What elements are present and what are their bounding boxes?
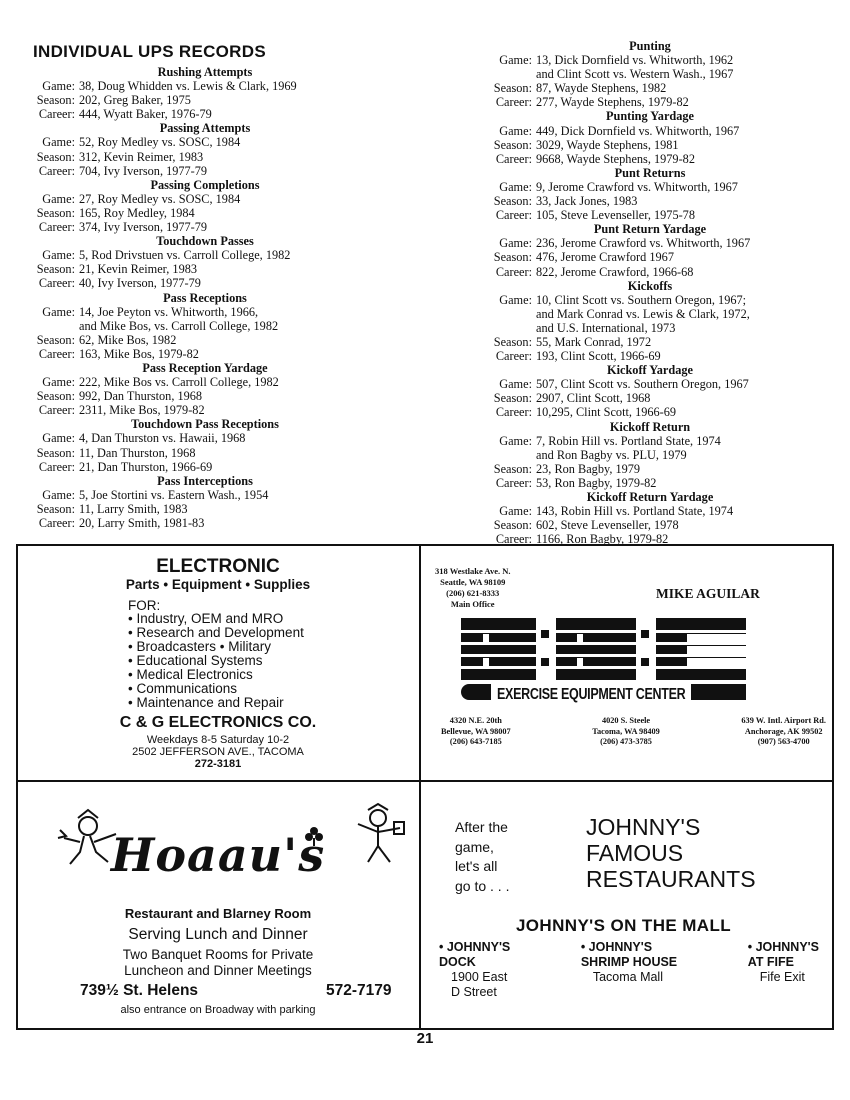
- record-value: 11, Larry Smith, 1983: [79, 501, 188, 516]
- record-row: [480, 180, 800, 194]
- record-value: 992, Dan Thurston, 1968: [79, 389, 203, 404]
- section-heading: Kickoff Yardage: [607, 363, 693, 378]
- hooans-line2: Two Banquet Rooms for Private: [122, 947, 314, 962]
- record-value: 3029, Wayde Stephens, 1981: [536, 137, 679, 152]
- record-value: 449, Dick Dornfield vs. Whitworth, 1967: [536, 123, 740, 138]
- section-heading: Punting Yardage: [605, 109, 695, 124]
- eec-location-line: (907) 563-4700: [757, 737, 810, 746]
- johnnys-location-name: DOCK: [439, 955, 476, 969]
- eec-location: [592, 716, 660, 748]
- record-row: [480, 307, 800, 321]
- record-label: Season:: [36, 93, 75, 108]
- hooans-line1: Serving Lunch and Dinner: [128, 926, 308, 943]
- eec-location-line: 4020 S. Steele: [601, 716, 651, 725]
- electronic-list-item: • Broadcasters • Military: [128, 639, 271, 654]
- record-label: Career:: [495, 151, 532, 166]
- record-value: 23, Ron Bagby, 1979: [536, 461, 641, 476]
- record-row: [30, 276, 380, 290]
- section-heading: Punting: [629, 39, 671, 53]
- eec-main-address-line: (206) 621-8333: [446, 588, 500, 598]
- eec-locations: [441, 716, 826, 748]
- record-label: Game:: [499, 123, 532, 138]
- record-value: 21, Dan Thurston, 1966-69: [79, 459, 213, 474]
- record-value: 53, Ron Bagby, 1979-82: [536, 475, 657, 490]
- record-row: [480, 462, 800, 476]
- eec-banner-text: EXERCISE EQUIPMENT CENTER: [491, 684, 691, 704]
- record-row: [30, 403, 380, 417]
- record-label: Career:: [38, 346, 75, 361]
- record-value: 5, Rod Drivstuen vs. Carroll College, 1982: [79, 248, 291, 263]
- record-label: [480, 321, 536, 335]
- johnnys-intro-line: let's all: [455, 858, 498, 874]
- record-row: [480, 236, 800, 250]
- record-label: Game:: [42, 135, 75, 150]
- electronic-list-item: • Research and Development: [128, 625, 304, 640]
- eec-logo: [461, 618, 746, 680]
- record-label: Game:: [499, 433, 532, 448]
- record-label: Game:: [42, 431, 75, 446]
- record-row: [30, 389, 380, 403]
- record-label: Career:: [38, 220, 75, 235]
- record-label: Career:: [495, 475, 532, 490]
- record-label: Season:: [493, 137, 532, 152]
- record-label: Game:: [42, 304, 75, 319]
- record-label: Game:: [42, 487, 75, 502]
- record-row: [480, 518, 800, 532]
- record-row: [480, 405, 800, 419]
- ad-johnnys-restaurants: [421, 782, 832, 1028]
- record-label: [480, 448, 536, 462]
- record-value: 14, Joe Peyton vs. Whitworth, 1966,: [79, 304, 259, 319]
- eec-location-line: (206) 473-3785: [600, 737, 652, 746]
- eec-location: [741, 716, 826, 748]
- johnnys-location-name: • JOHNNY'S: [747, 940, 819, 954]
- record-row: [480, 504, 800, 518]
- record-label: Career:: [38, 163, 75, 178]
- record-row: [30, 135, 380, 149]
- hooans-logo: Hoaau's: [110, 828, 326, 882]
- johnnys-name-line: FAMOUS: [586, 840, 684, 866]
- record-value: 20, Larry Smith, 1981-83: [79, 516, 205, 530]
- record-label: Career:: [38, 459, 75, 474]
- eec-location-line: 639 W. Intl. Airport Rd.: [741, 716, 826, 725]
- eec-location: [441, 716, 511, 748]
- record-value: 374, Ivy Iverson, 1977-79: [79, 220, 208, 235]
- record-row: [30, 248, 380, 262]
- record-value: 38, Doug Whidden vs. Lewis & Clark, 1969: [79, 79, 297, 94]
- eec-location-line: Bellevue, WA 98007: [441, 726, 511, 736]
- johnnys-location: [439, 940, 510, 1000]
- record-value: 10, Clint Scott vs. Southern Oregon, 1967;: [536, 292, 747, 307]
- record-value: 1166, Ron Bagby, 1979-82: [536, 532, 669, 547]
- eec-main-address-line: Seattle, WA 98109: [440, 577, 506, 587]
- record-row: [30, 262, 380, 276]
- record-label: Game:: [499, 377, 532, 392]
- electronic-list-item: • Communications: [128, 681, 238, 696]
- ad-electronic: [18, 546, 421, 782]
- johnnys-location-name: SHRIMP HOUSE: [580, 955, 678, 969]
- johnnys-locations: [439, 940, 819, 1000]
- record-row: [30, 431, 380, 445]
- record-value: 87, Wayde Stephens, 1982: [536, 81, 667, 96]
- section-heading: Punt Return Yardage: [593, 222, 707, 237]
- record-value: and Clint Scott vs. Western Wash., 1967: [536, 67, 734, 82]
- record-value: 822, Jerome Crawford, 1966-68: [536, 264, 694, 279]
- record-value: 2907, Clint Scott, 1968: [536, 391, 651, 406]
- record-row: [480, 335, 800, 349]
- record-row: [480, 293, 800, 307]
- section-heading: Kickoff Return Yardage: [586, 490, 714, 504]
- record-row: [480, 434, 800, 448]
- section-heading: Touchdown Pass Receptions: [131, 417, 279, 432]
- record-value: 202, Greg Baker, 1975: [79, 93, 191, 108]
- section-heading: Kickoff Return: [609, 419, 691, 434]
- record-label: Career:: [495, 349, 532, 364]
- johnnys-name: [586, 814, 756, 892]
- johnnys-intro-line: game,: [455, 838, 494, 855]
- section-heading: Rushing Attempts: [157, 65, 253, 79]
- record-row: [30, 375, 380, 389]
- record-row: [480, 349, 800, 363]
- record-label: Career:: [38, 403, 75, 418]
- eec-main-address-line: 318 Westlake Ave. N.: [435, 566, 511, 576]
- record-value: 602, Steve Levenseller, 1978: [536, 518, 679, 533]
- record-label: Season:: [36, 389, 75, 404]
- page-title: INDIVIDUAL UPS RECORDS: [33, 42, 266, 61]
- record-row: [30, 488, 380, 502]
- record-row: [480, 250, 800, 264]
- record-value: 193, Clint Scott, 1966-69: [536, 349, 661, 364]
- record-value: 5, Joe Stortini vs. Eastern Wash., 1954: [79, 487, 269, 502]
- record-label: Season:: [493, 391, 532, 406]
- record-value: 21, Kevin Reimer, 1983: [79, 262, 198, 277]
- johnnys-intro: [455, 818, 509, 896]
- record-row: [480, 476, 800, 490]
- record-row: [480, 95, 800, 109]
- record-value: 163, Mike Bos, 1979-82: [79, 346, 199, 361]
- record-row: [30, 446, 380, 460]
- record-value: 9, Jerome Crawford vs. Whitworth, 1967: [536, 179, 738, 194]
- record-label: [480, 67, 536, 81]
- record-value: 704, Ivy Iverson, 1977-79: [79, 163, 208, 178]
- johnnys-location-name: • JOHNNY'S: [439, 940, 511, 954]
- record-label: Career:: [38, 516, 75, 530]
- eec-location-line: 4320 N.E. 20th: [449, 716, 502, 725]
- record-label: Game:: [499, 236, 532, 251]
- record-label: Game:: [499, 53, 532, 68]
- johnnys-location: [581, 940, 677, 1000]
- record-value: 105, Steve Levenseller, 1975-78: [536, 208, 695, 223]
- ad-electronic-list: [128, 612, 304, 710]
- record-label: Season:: [36, 445, 75, 460]
- johnnys-location-detail: Fife Exit: [759, 970, 805, 984]
- record-label: Season:: [493, 461, 532, 476]
- record-value: and Ron Bagby vs. PLU, 1979: [536, 447, 687, 462]
- record-row: [30, 347, 380, 361]
- record-value: and Mark Conrad vs. Lewis & Clark, 1972,: [536, 306, 750, 321]
- record-label: Career:: [495, 95, 532, 110]
- record-row: [480, 81, 800, 95]
- johnnys-mall-heading: JOHNNY'S ON THE MALL: [515, 916, 732, 935]
- record-value: 444, Wyatt Baker, 1976-79: [79, 107, 212, 122]
- record-row: [480, 321, 800, 335]
- record-row: [30, 319, 380, 333]
- section-heading: Pass Interceptions: [157, 473, 253, 488]
- ad-exercise-equipment-center: [421, 546, 832, 782]
- section-heading: Touchdown Passes: [156, 234, 254, 249]
- record-label: Season:: [493, 81, 532, 96]
- record-value: 33, Jack Jones, 1983: [536, 194, 638, 209]
- section-heading: Kickoffs: [627, 278, 673, 293]
- record-value: 165, Roy Medley, 1984: [79, 205, 195, 220]
- ad-electronic-hours: Weekdays 8-5 Saturday 10-2: [146, 734, 290, 746]
- advertisements-grid: [16, 544, 834, 1030]
- record-label: Season:: [36, 149, 75, 164]
- record-value: 222, Mike Bos vs. Carroll College, 1982: [79, 375, 279, 390]
- page-number: 21: [416, 1030, 434, 1047]
- record-label: Career:: [38, 276, 75, 291]
- johnnys-location-detail: 1900 East: [451, 970, 508, 984]
- ad-electronic-for-label: FOR:: [128, 598, 161, 613]
- section-heading: Pass Reception Yardage: [142, 360, 268, 375]
- record-value: 2311, Mike Bos, 1979-82: [79, 403, 205, 418]
- hooans-footer: also entrance on Broadway with parking: [120, 1004, 316, 1016]
- record-row: [30, 164, 380, 178]
- johnnys-name-line: RESTAURANTS: [586, 866, 756, 892]
- eec-location-line: Anchorage, AK 99502: [744, 726, 823, 736]
- eec-main-address-line: Main Office: [450, 599, 495, 609]
- record-label: Career:: [495, 264, 532, 279]
- eec-main-office-address: [435, 566, 510, 610]
- record-label: Career:: [495, 532, 532, 547]
- ad-electronic-subtitle: Parts • Equipment • Supplies: [125, 577, 311, 592]
- johnnys-location-detail: Tacoma Mall: [592, 970, 663, 984]
- record-label: Season:: [493, 250, 532, 265]
- record-label: Career:: [495, 208, 532, 223]
- record-label: Season:: [36, 332, 75, 347]
- record-row: [480, 265, 800, 279]
- record-value: 7, Robin Hill vs. Portland State, 1974: [536, 433, 721, 448]
- hooans-tagline: Restaurant and Blarney Room: [124, 906, 312, 921]
- eec-location-line: Tacoma, WA 98409: [592, 726, 660, 736]
- record-value: 236, Jerome Crawford vs. Whitworth, 1967: [536, 236, 751, 251]
- record-row: [480, 67, 800, 81]
- record-value: 52, Roy Medley vs. SOSC, 1984: [79, 135, 241, 150]
- johnnys-intro-line: go to . . .: [455, 877, 510, 894]
- record-row: [480, 124, 800, 138]
- record-label: Game:: [42, 375, 75, 390]
- hooans-phone: 572-7179: [326, 982, 392, 999]
- record-row: [30, 192, 380, 206]
- record-label: Game:: [42, 191, 75, 206]
- electronic-list-item: • Educational Systems: [128, 653, 263, 668]
- record-label: Game:: [42, 248, 75, 263]
- ad-electronic-address: 2502 JEFFERSON AVE., TACOMA: [132, 746, 304, 758]
- section-heading: Passing Attempts: [159, 121, 251, 136]
- johnnys-location: [748, 940, 819, 1000]
- section-heading: Punt Returns: [614, 165, 686, 180]
- record-label: [30, 319, 79, 333]
- record-label: Game:: [499, 179, 532, 194]
- record-label: Game:: [499, 504, 532, 519]
- record-row: [30, 305, 380, 319]
- record-row: [30, 150, 380, 164]
- record-value: 11, Dan Thurston, 1968: [79, 445, 196, 460]
- section-heading: Passing Completions: [150, 177, 260, 192]
- record-row: [480, 194, 800, 208]
- johnnys-name-line: JOHNNY'S: [586, 814, 701, 840]
- record-label: Career:: [38, 107, 75, 122]
- left-records-column: [30, 65, 380, 530]
- ad-electronic-company: C & G ELECTRONICS CO.: [119, 714, 317, 731]
- record-value: 10,295, Clint Scott, 1966-69: [536, 405, 677, 420]
- record-value: 40, Ivy Iverson, 1977-79: [79, 276, 201, 291]
- record-row: [480, 53, 800, 67]
- record-value: and Mike Bos, vs. Carroll College, 1982: [79, 318, 279, 333]
- electronic-list-item: • Maintenance and Repair: [128, 695, 284, 710]
- johnnys-location-name: AT FIFE: [747, 955, 795, 969]
- record-row: [30, 79, 380, 93]
- record-row: [30, 502, 380, 516]
- hooans-address: 739½ St. Helens: [80, 982, 199, 999]
- record-row: [30, 333, 380, 347]
- record-value: 312, Kevin Reimer, 1983: [79, 149, 204, 164]
- hooans-line3: Luncheon and Dinner Meetings: [124, 963, 312, 978]
- record-label: Season:: [36, 501, 75, 516]
- record-label: Season:: [493, 518, 532, 533]
- ad-electronic-title: ELECTRONIC: [156, 556, 280, 577]
- eec-location-line: (206) 643-7185: [449, 737, 502, 746]
- record-value: 143, Robin Hill vs. Portland State, 1974: [536, 504, 734, 519]
- johnnys-location-detail: D Street: [451, 985, 497, 999]
- record-label: Season:: [36, 205, 75, 220]
- record-row: [480, 377, 800, 391]
- record-row: [30, 460, 380, 474]
- record-label: Game:: [499, 292, 532, 307]
- ad-electronic-phone: 272-3181: [194, 758, 242, 770]
- electronic-list-item: • Medical Electronics: [128, 667, 253, 682]
- record-label: Game:: [42, 79, 75, 94]
- johnnys-intro-line: After the: [455, 819, 508, 835]
- record-value: 277, Wayde Stephens, 1979-82: [536, 95, 689, 110]
- record-label: Season:: [493, 194, 532, 209]
- record-label: Season:: [493, 334, 532, 349]
- record-value: 55, Mark Conrad, 1972: [536, 334, 652, 349]
- record-row: [30, 93, 380, 107]
- record-value: and U.S. International, 1973: [536, 320, 676, 335]
- record-label: [480, 307, 536, 321]
- record-value: 9668, Wayde Stephens, 1979-82: [536, 151, 695, 166]
- record-row: [480, 152, 800, 166]
- eec-contact-name: MIKE AGUILAR: [656, 586, 760, 601]
- electronic-list-item: • Industry, OEM and MRO: [128, 611, 284, 626]
- record-value: 13, Dick Dornfield vs. Whitworth, 1962: [536, 53, 734, 68]
- record-value: 27, Roy Medley vs. SOSC, 1984: [79, 191, 241, 206]
- record-value: 62, Mike Bos, 1982: [79, 332, 177, 347]
- record-row: [30, 107, 380, 121]
- section-heading: Pass Receptions: [163, 290, 247, 305]
- record-row: [480, 448, 800, 462]
- record-row: [480, 138, 800, 152]
- record-row: [30, 516, 380, 530]
- johnnys-location-name: • JOHNNY'S: [580, 940, 653, 954]
- record-row: [30, 220, 380, 234]
- record-row: [30, 206, 380, 220]
- right-records-column: [480, 39, 800, 546]
- record-label: Career:: [495, 405, 532, 420]
- record-value: 4, Dan Thurston vs. Hawaii, 1968: [79, 431, 246, 446]
- record-row: [480, 391, 800, 405]
- record-label: Season:: [36, 262, 75, 277]
- record-value: 476, Jerome Crawford 1967: [536, 250, 674, 265]
- ad-hooans-restaurant: [18, 782, 421, 1028]
- record-value: 507, Clint Scott vs. Southern Oregon, 1967: [536, 377, 749, 392]
- record-row: [480, 208, 800, 222]
